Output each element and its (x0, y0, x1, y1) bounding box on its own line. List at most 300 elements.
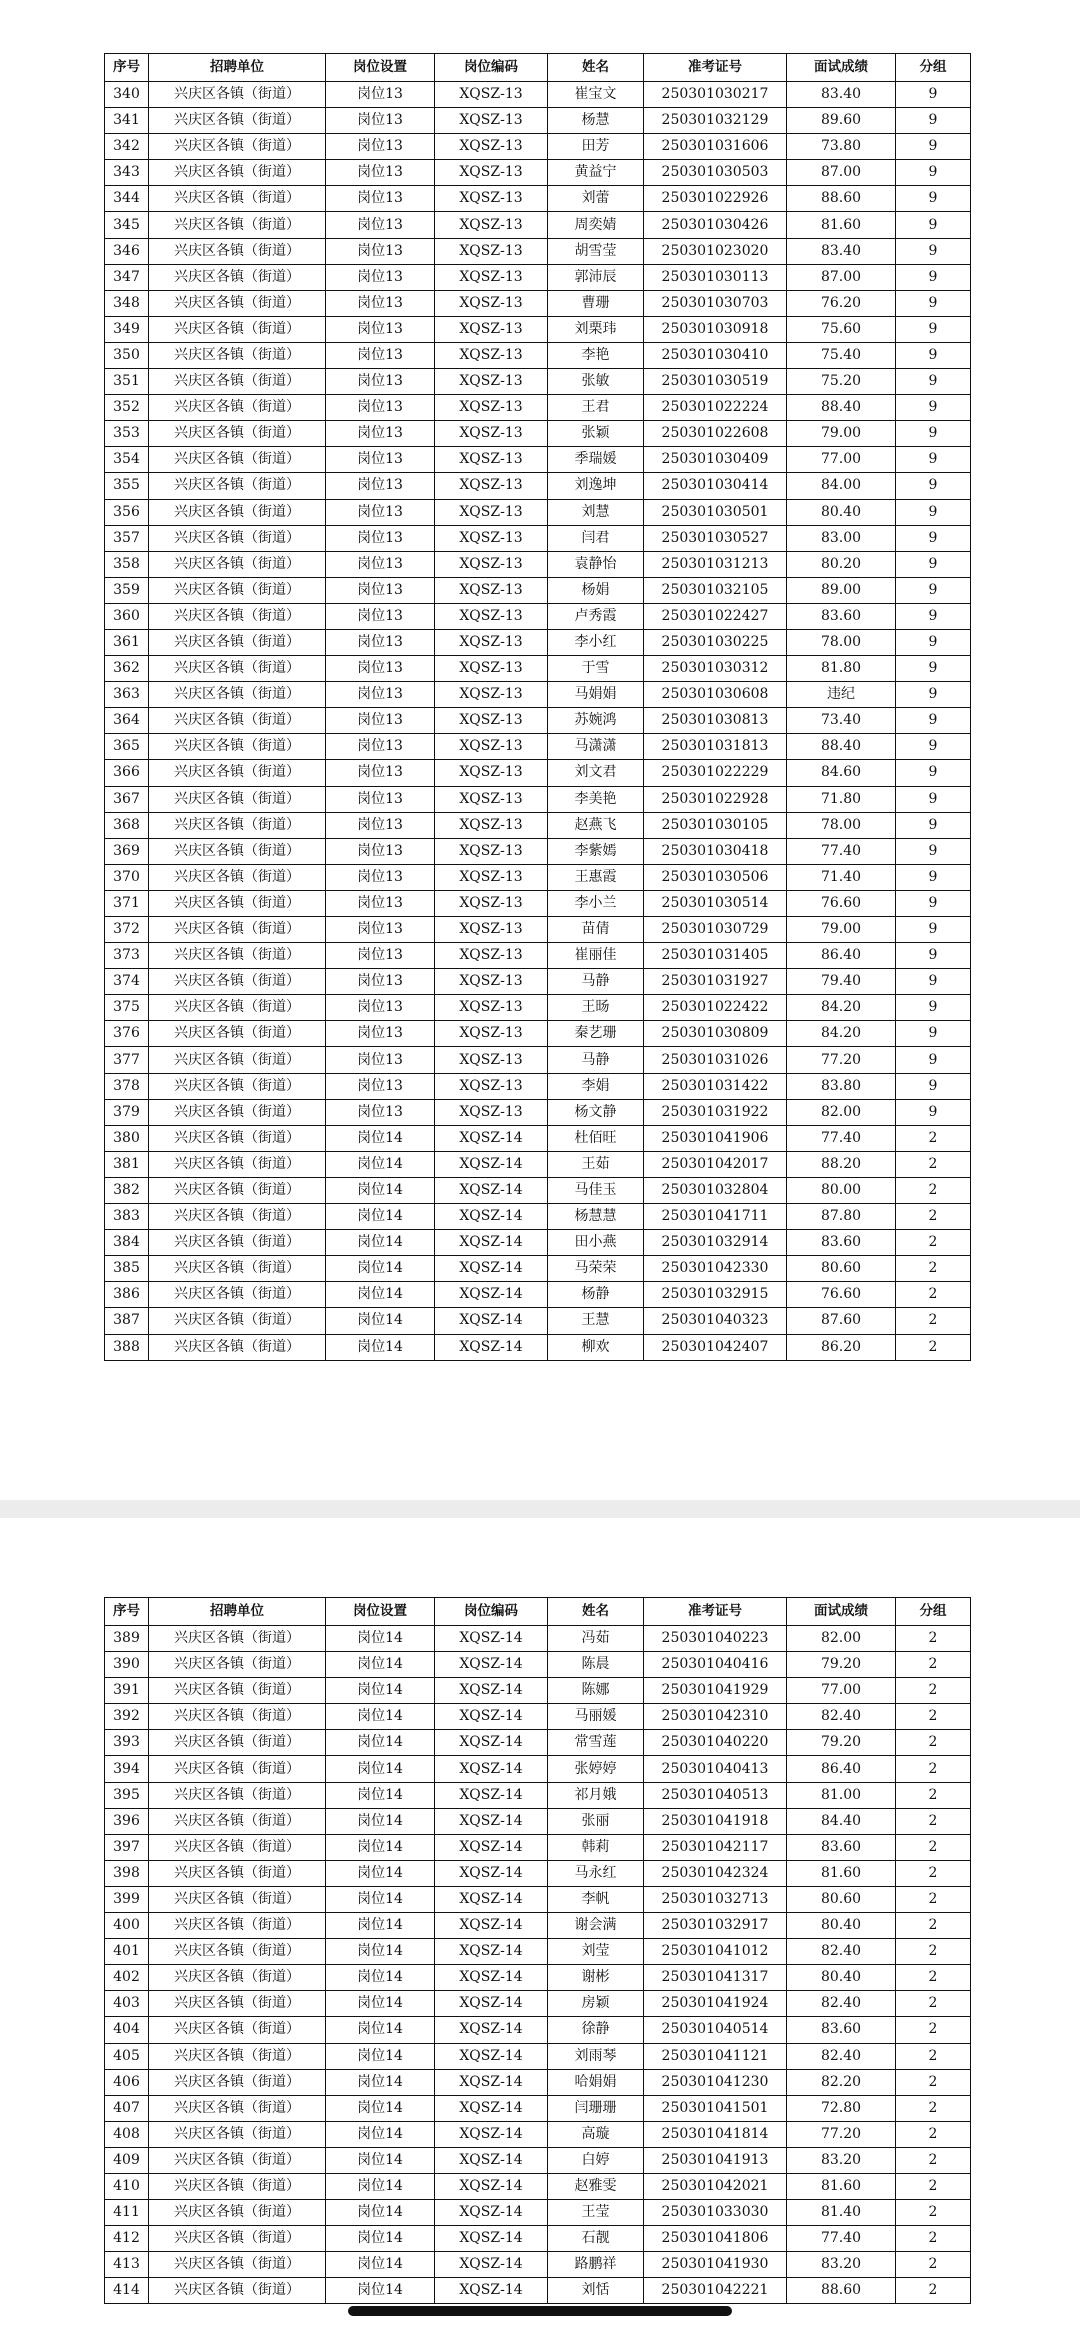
cell-post: 岗位14 (326, 1913, 435, 1939)
cell-name: 秦艺珊 (548, 1021, 644, 1047)
cell-group: 9 (896, 917, 971, 943)
cell-score: 87.60 (787, 1308, 896, 1334)
cell-ticket-no: 250301030217 (644, 82, 787, 108)
cell-unit: 兴庆区各镇（街道） (149, 629, 326, 655)
cell-ticket-no: 250301032917 (644, 1913, 787, 1939)
cell-name: 王君 (548, 395, 644, 421)
cell-name: 杨文静 (548, 1099, 644, 1125)
cell-name: 祁月娥 (548, 1782, 644, 1808)
table-row (105, 1939, 971, 1965)
cell-group: 9 (896, 160, 971, 186)
cell-group: 2 (896, 1965, 971, 1991)
cell-name: 杜佰旺 (548, 1125, 644, 1151)
cell-ticket-no: 250301022224 (644, 395, 787, 421)
cell-ticket-no: 250301030729 (644, 917, 787, 943)
cell-score: 84.20 (787, 995, 896, 1021)
cell-post-code: XQSZ-13 (435, 212, 548, 238)
cell-ticket-no: 250301041814 (644, 2121, 787, 2147)
table-row (105, 1204, 971, 1230)
cell-group: 2 (896, 1834, 971, 1860)
cell-ticket-no: 250301040513 (644, 1782, 787, 1808)
cell-ticket-no: 250301030506 (644, 864, 787, 890)
cell-post-code: XQSZ-13 (435, 603, 548, 629)
cell-ticket-no: 250301030414 (644, 473, 787, 499)
table-row (105, 2173, 971, 2199)
table-row (105, 134, 971, 160)
cell-ticket-no: 250301041121 (644, 2043, 787, 2069)
cell-seq: 369 (105, 838, 149, 864)
cell-name: 石靓 (548, 2226, 644, 2252)
cell-unit: 兴庆区各镇（街道） (149, 682, 326, 708)
header-unit: 招聘单位 (149, 1598, 326, 1626)
cell-post-code: XQSZ-13 (435, 786, 548, 812)
cell-unit: 兴庆区各镇（街道） (149, 395, 326, 421)
home-indicator-bar[interactable] (348, 2306, 732, 2316)
cell-seq: 399 (105, 1886, 149, 1912)
cell-seq: 351 (105, 369, 149, 395)
header-ticket-no: 准考证号 (644, 54, 787, 82)
cell-post-code: XQSZ-13 (435, 108, 548, 134)
cell-post-code: XQSZ-13 (435, 290, 548, 316)
cell-post-code: XQSZ-14 (435, 2252, 548, 2278)
cell-group: 9 (896, 995, 971, 1021)
cell-score: 88.60 (787, 2278, 896, 2304)
cell-post-code: XQSZ-14 (435, 2069, 548, 2095)
cell-name: 王旸 (548, 995, 644, 1021)
cell-seq: 360 (105, 603, 149, 629)
cell-seq: 409 (105, 2147, 149, 2173)
cell-unit: 兴庆区各镇（街道） (149, 1652, 326, 1678)
table-row (105, 1230, 971, 1256)
cell-seq: 345 (105, 212, 149, 238)
cell-post: 岗位13 (326, 708, 435, 734)
cell-post-code: XQSZ-14 (435, 1125, 548, 1151)
cell-score: 违纪 (787, 682, 896, 708)
cell-unit: 兴庆区各镇（街道） (149, 603, 326, 629)
page-separator (0, 1500, 1080, 1518)
cell-post: 岗位13 (326, 603, 435, 629)
cell-name: 张敏 (548, 369, 644, 395)
cell-unit: 兴庆区各镇（街道） (149, 786, 326, 812)
cell-unit: 兴庆区各镇（街道） (149, 316, 326, 342)
table-row (105, 2278, 971, 2304)
cell-group: 2 (896, 2069, 971, 2095)
table-row (105, 1256, 971, 1282)
table-row (105, 786, 971, 812)
cell-post: 岗位13 (326, 1047, 435, 1073)
cell-unit: 兴庆区各镇（街道） (149, 2121, 326, 2147)
cell-post-code: XQSZ-13 (435, 656, 548, 682)
table-row (105, 238, 971, 264)
cell-ticket-no: 250301033030 (644, 2200, 787, 2226)
cell-post: 岗位13 (326, 290, 435, 316)
cell-seq: 397 (105, 1834, 149, 1860)
cell-group: 2 (896, 2252, 971, 2278)
cell-score: 82.40 (787, 1991, 896, 2017)
table-row (105, 864, 971, 890)
cell-unit: 兴庆区各镇（街道） (149, 134, 326, 160)
cell-seq: 393 (105, 1730, 149, 1756)
cell-group: 2 (896, 1230, 971, 1256)
cell-group: 2 (896, 1125, 971, 1151)
cell-post-code: XQSZ-13 (435, 551, 548, 577)
cell-seq: 341 (105, 108, 149, 134)
cell-post-code: XQSZ-13 (435, 629, 548, 655)
cell-group: 9 (896, 812, 971, 838)
cell-score: 81.60 (787, 1860, 896, 1886)
table-row (105, 82, 971, 108)
cell-name: 房颖 (548, 1991, 644, 2017)
cell-name: 杨娟 (548, 577, 644, 603)
cell-ticket-no: 250301032105 (644, 577, 787, 603)
cell-ticket-no: 250301030409 (644, 447, 787, 473)
table-row (105, 995, 971, 1021)
table-row (105, 1308, 971, 1334)
cell-name: 李艳 (548, 342, 644, 368)
cell-unit: 兴庆区各镇（街道） (149, 2147, 326, 2173)
cell-score: 80.60 (787, 1256, 896, 1282)
table-row (105, 917, 971, 943)
cell-seq: 357 (105, 525, 149, 551)
table-row (105, 1834, 971, 1860)
cell-seq: 374 (105, 969, 149, 995)
cell-post: 岗位13 (326, 82, 435, 108)
cell-unit: 兴庆区各镇（街道） (149, 551, 326, 577)
cell-score: 83.20 (787, 2252, 896, 2278)
cell-post: 岗位13 (326, 212, 435, 238)
cell-group: 2 (896, 2226, 971, 2252)
cell-unit: 兴庆区各镇（街道） (149, 2252, 326, 2278)
cell-unit: 兴庆区各镇（街道） (149, 1204, 326, 1230)
cell-seq: 372 (105, 917, 149, 943)
cell-seq: 381 (105, 1151, 149, 1177)
cell-post-code: XQSZ-13 (435, 369, 548, 395)
cell-group: 9 (896, 838, 971, 864)
table-row (105, 2043, 971, 2069)
cell-group: 9 (896, 1099, 971, 1125)
cell-name: 刘栗玮 (548, 316, 644, 342)
cell-group: 2 (896, 2017, 971, 2043)
table-row (105, 1678, 971, 1704)
cell-unit: 兴庆区各镇（街道） (149, 1730, 326, 1756)
cell-unit: 兴庆区各镇（街道） (149, 1334, 326, 1360)
cell-seq: 367 (105, 786, 149, 812)
cell-score: 77.20 (787, 1047, 896, 1073)
cell-post: 岗位13 (326, 1021, 435, 1047)
cell-unit: 兴庆区各镇（街道） (149, 890, 326, 916)
cell-seq: 340 (105, 82, 149, 108)
cell-score: 78.00 (787, 629, 896, 655)
table-row (105, 1756, 971, 1782)
cell-score: 82.40 (787, 1704, 896, 1730)
cell-post-code: XQSZ-14 (435, 2226, 548, 2252)
cell-unit: 兴庆区各镇（街道） (149, 473, 326, 499)
cell-score: 77.40 (787, 838, 896, 864)
table-row (105, 395, 971, 421)
cell-ticket-no: 250301030514 (644, 890, 787, 916)
cell-group: 9 (896, 499, 971, 525)
cell-seq: 400 (105, 1913, 149, 1939)
cell-post: 岗位13 (326, 864, 435, 890)
cell-ticket-no: 250301032915 (644, 1282, 787, 1308)
table-header-row (105, 54, 971, 82)
cell-group: 2 (896, 1256, 971, 1282)
cell-name: 杨慧慧 (548, 1204, 644, 1230)
cell-score: 86.20 (787, 1334, 896, 1360)
cell-post: 岗位14 (326, 1334, 435, 1360)
cell-score: 88.40 (787, 395, 896, 421)
cell-name: 马永红 (548, 1860, 644, 1886)
cell-unit: 兴庆区各镇（街道） (149, 577, 326, 603)
cell-group: 9 (896, 1073, 971, 1099)
cell-unit: 兴庆区各镇（街道） (149, 760, 326, 786)
cell-name: 袁静怡 (548, 551, 644, 577)
cell-post-code: XQSZ-14 (435, 1886, 548, 1912)
table-row (105, 2252, 971, 2278)
cell-unit: 兴庆区各镇（街道） (149, 656, 326, 682)
cell-post: 岗位14 (326, 1782, 435, 1808)
cell-ticket-no: 250301041906 (644, 1125, 787, 1151)
cell-seq: 390 (105, 1652, 149, 1678)
cell-seq: 364 (105, 708, 149, 734)
cell-score: 80.40 (787, 1913, 896, 1939)
cell-seq: 368 (105, 812, 149, 838)
table-row (105, 656, 971, 682)
cell-seq: 391 (105, 1678, 149, 1704)
cell-post: 岗位13 (326, 682, 435, 708)
header-post: 岗位设置 (326, 54, 435, 82)
cell-seq: 410 (105, 2173, 149, 2199)
cell-seq: 366 (105, 760, 149, 786)
cell-score: 81.40 (787, 2200, 896, 2226)
cell-score: 84.20 (787, 1021, 896, 1047)
cell-score: 89.00 (787, 577, 896, 603)
header-post: 岗位设置 (326, 1598, 435, 1626)
cell-unit: 兴庆区各镇（街道） (149, 238, 326, 264)
cell-group: 2 (896, 1808, 971, 1834)
cell-ticket-no: 250301041711 (644, 1204, 787, 1230)
cell-seq: 405 (105, 2043, 149, 2069)
cell-post-code: XQSZ-13 (435, 708, 548, 734)
cell-unit: 兴庆区各镇（街道） (149, 160, 326, 186)
header-post-code: 岗位编码 (435, 1598, 548, 1626)
cell-name: 田芳 (548, 134, 644, 160)
cell-name: 季瑞媛 (548, 447, 644, 473)
cell-post-code: XQSZ-13 (435, 734, 548, 760)
cell-score: 80.60 (787, 1886, 896, 1912)
cell-ticket-no: 250301031026 (644, 1047, 787, 1073)
cell-group: 2 (896, 1151, 971, 1177)
cell-name: 哈娟娟 (548, 2069, 644, 2095)
cell-score: 83.00 (787, 525, 896, 551)
cell-post: 岗位14 (326, 1834, 435, 1860)
cell-unit: 兴庆区各镇（街道） (149, 1021, 326, 1047)
cell-ticket-no: 250301041501 (644, 2095, 787, 2121)
table-row (105, 447, 971, 473)
table-row (105, 1730, 971, 1756)
cell-ticket-no: 250301041230 (644, 2069, 787, 2095)
cell-score: 84.00 (787, 473, 896, 499)
cell-unit: 兴庆区各镇（街道） (149, 2069, 326, 2095)
cell-unit: 兴庆区各镇（街道） (149, 2173, 326, 2199)
cell-unit: 兴庆区各镇（街道） (149, 1756, 326, 1782)
cell-name: 谢彬 (548, 1965, 644, 1991)
cell-name: 刘逸坤 (548, 473, 644, 499)
cell-ticket-no: 250301030418 (644, 838, 787, 864)
table-row (105, 1808, 971, 1834)
cell-seq: 375 (105, 995, 149, 1021)
cell-score: 75.40 (787, 342, 896, 368)
cell-post-code: XQSZ-14 (435, 1730, 548, 1756)
cell-name: 赵雅雯 (548, 2173, 644, 2199)
cell-group: 2 (896, 2147, 971, 2173)
cell-post-code: XQSZ-13 (435, 838, 548, 864)
cell-seq: 382 (105, 1177, 149, 1203)
cell-unit: 兴庆区各镇（街道） (149, 1782, 326, 1808)
cell-score: 78.00 (787, 812, 896, 838)
cell-unit: 兴庆区各镇（街道） (149, 1860, 326, 1886)
cell-score: 81.60 (787, 212, 896, 238)
cell-score: 80.40 (787, 499, 896, 525)
cell-post-code: XQSZ-14 (435, 1256, 548, 1282)
cell-ticket-no: 250301041929 (644, 1678, 787, 1704)
cell-unit: 兴庆区各镇（街道） (149, 369, 326, 395)
cell-seq: 371 (105, 890, 149, 916)
cell-ticket-no: 250301040220 (644, 1730, 787, 1756)
cell-name: 陈娜 (548, 1678, 644, 1704)
cell-ticket-no: 250301031213 (644, 551, 787, 577)
cell-name: 李美艳 (548, 786, 644, 812)
cell-post: 岗位14 (326, 1204, 435, 1230)
cell-ticket-no: 250301030918 (644, 316, 787, 342)
cell-post-code: XQSZ-13 (435, 264, 548, 290)
cell-post: 岗位13 (326, 760, 435, 786)
cell-seq: 379 (105, 1099, 149, 1125)
header-name: 姓名 (548, 54, 644, 82)
cell-group: 2 (896, 2121, 971, 2147)
cell-score: 79.20 (787, 1652, 896, 1678)
cell-ticket-no: 250301022422 (644, 995, 787, 1021)
cell-post: 岗位13 (326, 551, 435, 577)
cell-ticket-no: 250301022926 (644, 186, 787, 212)
cell-ticket-no: 250301031922 (644, 1099, 787, 1125)
cell-score: 76.20 (787, 290, 896, 316)
cell-ticket-no: 250301042221 (644, 2278, 787, 2304)
cell-unit: 兴庆区各镇（街道） (149, 917, 326, 943)
cell-unit: 兴庆区各镇（街道） (149, 2278, 326, 2304)
cell-score: 84.60 (787, 760, 896, 786)
cell-score: 71.80 (787, 786, 896, 812)
cell-post-code: XQSZ-13 (435, 1021, 548, 1047)
cell-score: 75.20 (787, 369, 896, 395)
cell-score: 77.00 (787, 447, 896, 473)
cell-post-code: XQSZ-13 (435, 473, 548, 499)
cell-score: 77.40 (787, 1125, 896, 1151)
cell-unit: 兴庆区各镇（街道） (149, 1939, 326, 1965)
table-row (105, 108, 971, 134)
cell-post: 岗位14 (326, 1177, 435, 1203)
cell-ticket-no: 250301041806 (644, 2226, 787, 2252)
cell-score: 83.40 (787, 238, 896, 264)
cell-name: 闫君 (548, 525, 644, 551)
table-row (105, 1626, 971, 1652)
cell-score: 87.00 (787, 264, 896, 290)
cell-group: 9 (896, 369, 971, 395)
cell-score: 77.20 (787, 2121, 896, 2147)
cell-ticket-no: 250301030527 (644, 525, 787, 551)
cell-group: 2 (896, 1860, 971, 1886)
cell-post: 岗位14 (326, 1756, 435, 1782)
cell-post: 岗位13 (326, 160, 435, 186)
cell-group: 9 (896, 682, 971, 708)
cell-group: 2 (896, 1756, 971, 1782)
cell-unit: 兴庆区各镇（街道） (149, 734, 326, 760)
cell-unit: 兴庆区各镇（街道） (149, 1230, 326, 1256)
cell-group: 9 (896, 264, 971, 290)
cell-seq: 406 (105, 2069, 149, 2095)
cell-seq: 359 (105, 577, 149, 603)
cell-score: 80.40 (787, 1965, 896, 1991)
cell-seq: 361 (105, 629, 149, 655)
table-row (105, 1151, 971, 1177)
cell-post: 岗位14 (326, 2200, 435, 2226)
cell-post-code: XQSZ-13 (435, 577, 548, 603)
cell-seq: 403 (105, 1991, 149, 2017)
table-row (105, 186, 971, 212)
cell-post: 岗位14 (326, 1151, 435, 1177)
cell-unit: 兴庆区各镇（街道） (149, 2200, 326, 2226)
cell-name: 刘恬 (548, 2278, 644, 2304)
cell-unit: 兴庆区各镇（街道） (149, 995, 326, 1021)
table-row (105, 2017, 971, 2043)
cell-name: 常雪莲 (548, 1730, 644, 1756)
cell-group: 9 (896, 969, 971, 995)
cell-name: 马娟娟 (548, 682, 644, 708)
header-seq: 序号 (105, 1598, 149, 1626)
cell-ticket-no: 250301041930 (644, 2252, 787, 2278)
cell-name: 谢会满 (548, 1913, 644, 1939)
cell-ticket-no: 250301030608 (644, 682, 787, 708)
cell-name: 徐静 (548, 2017, 644, 2043)
cell-post: 岗位14 (326, 1730, 435, 1756)
cell-name: 刘蕾 (548, 186, 644, 212)
cell-post-code: XQSZ-13 (435, 82, 548, 108)
cell-post: 岗位14 (326, 1939, 435, 1965)
cell-post: 岗位13 (326, 1073, 435, 1099)
header-score: 面试成绩 (787, 1598, 896, 1626)
cell-seq: 355 (105, 473, 149, 499)
cell-post-code: XQSZ-14 (435, 2173, 548, 2199)
cell-post: 岗位13 (326, 316, 435, 342)
cell-score: 79.00 (787, 917, 896, 943)
cell-post: 岗位14 (326, 1678, 435, 1704)
cell-group: 2 (896, 1782, 971, 1808)
cell-seq: 348 (105, 290, 149, 316)
cell-post: 岗位13 (326, 734, 435, 760)
cell-name: 杨静 (548, 1282, 644, 1308)
cell-group: 2 (896, 1282, 971, 1308)
cell-score: 76.60 (787, 890, 896, 916)
cell-ticket-no: 250301042330 (644, 1256, 787, 1282)
cell-unit: 兴庆区各镇（街道） (149, 212, 326, 238)
cell-score: 87.00 (787, 160, 896, 186)
cell-name: 李娟 (548, 1073, 644, 1099)
cell-name: 路鹏祥 (548, 2252, 644, 2278)
cell-ticket-no: 250301030105 (644, 812, 787, 838)
cell-post-code: XQSZ-14 (435, 1204, 548, 1230)
cell-name: 王惠霞 (548, 864, 644, 890)
table-row (105, 1652, 971, 1678)
